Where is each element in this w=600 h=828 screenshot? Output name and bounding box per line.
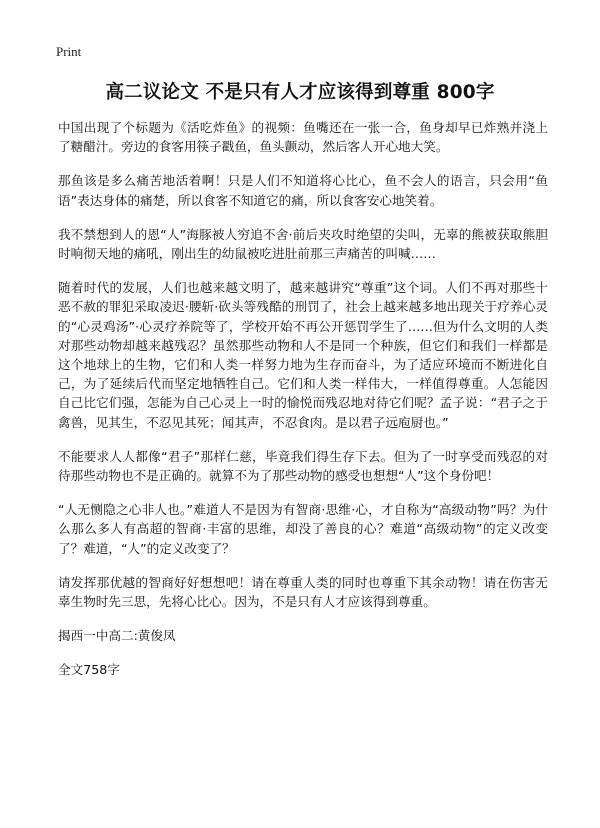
paragraph-compassion: “人无恻隐之心非人也。”难道人不是因为有智商·思维·心，才自称为“高级动物”吗？为什么那么多人有高超的智商·丰富的思维，却没了善良的心？难道“高级动物”的定义改变了？难道，“人”的定义改变了？ xyxy=(58,502,548,556)
paragraph-fish-pain: 那鱼该是多么痛苦地活着啊！只是人们不知道将心比心，鱼不会人的语言，只会用“鱼语”表达身体的痛楚，所以食客不知道它的痛，所以食客安心地笑着。 xyxy=(58,173,548,208)
article-body xyxy=(58,118,548,695)
paragraph-conclusion: 请发挥那优越的智商好好想想吧！请在尊重人类的同时也尊重下其余动物！请在伤害无辜生物时先三思，先将心比心。因为，不是只有人才应该得到尊重。 xyxy=(58,574,548,610)
article-title: 高二议论文 不是只有人才应该得到尊重 800字 xyxy=(105,82,495,103)
author-line: 揭西一中高二:黄俊凤 xyxy=(58,628,176,644)
paragraph-animal-cries: 我不禁想到人的恩“人”海豚被人穷追不舍·前后夹攻时绝望的尖叫，无辜的熊被获取熊胆时响彻天地的痛吼，刚出生的幼鼠被吃进肚前那三声痛苦的叫喊…… xyxy=(58,226,548,262)
paragraph-intro: 中国出现了个标题为《活吃炸鱼》的视频：鱼嘴还在一张一合，鱼身却早已炸熟并浇上了糖醋汁。旁边的食客用筷子戳鱼，鱼头颤动，然后客人开心地大笑。 xyxy=(58,120,548,155)
print-label: Print xyxy=(56,44,82,59)
paragraph-survival: 不能要求人人都像“君子”那样仁慈，毕竟我们得生存下去。但为了一时享受而残忍的对待那些动物也不是正确的。就算不为了那些动物的感受也想想“人”这个身份吧！ xyxy=(58,448,548,484)
word-count: 全文758字 xyxy=(58,662,120,678)
paragraph-civilization: 随着时代的发展，人们也越来越文明了，越来越讲究“尊重”这个词。人们不再对那些十恶不赦的罪犯采取凌迟·腰斩·砍头等残酷的刑罚了，社会上越来越多地出现关于疗养心灵的“心灵鸡汤”·心灵疗养院等了，学校开始不再公开惩罚学生了……但为什么文明的人类对那些动物却越来越残忍？虽然那些动物和人不是同一个种族，但它们和我们一样都是这个地球上的生物，它们和人类一样努力地为生存而奋斗，为了适应环境而不断进化自己，为了延续后代而坚定地牺牲自己。它们和人类一样伟大，一样值得尊重。人怎能因自己比它们强，怎能为自己心灵上一时的愉悦而残忍地对待它们呢？孟子说：“君子之于禽兽，见其生，不忍见其死；闻其声，不忍食肉。是以君子远庖厨也。” xyxy=(58,280,548,430)
